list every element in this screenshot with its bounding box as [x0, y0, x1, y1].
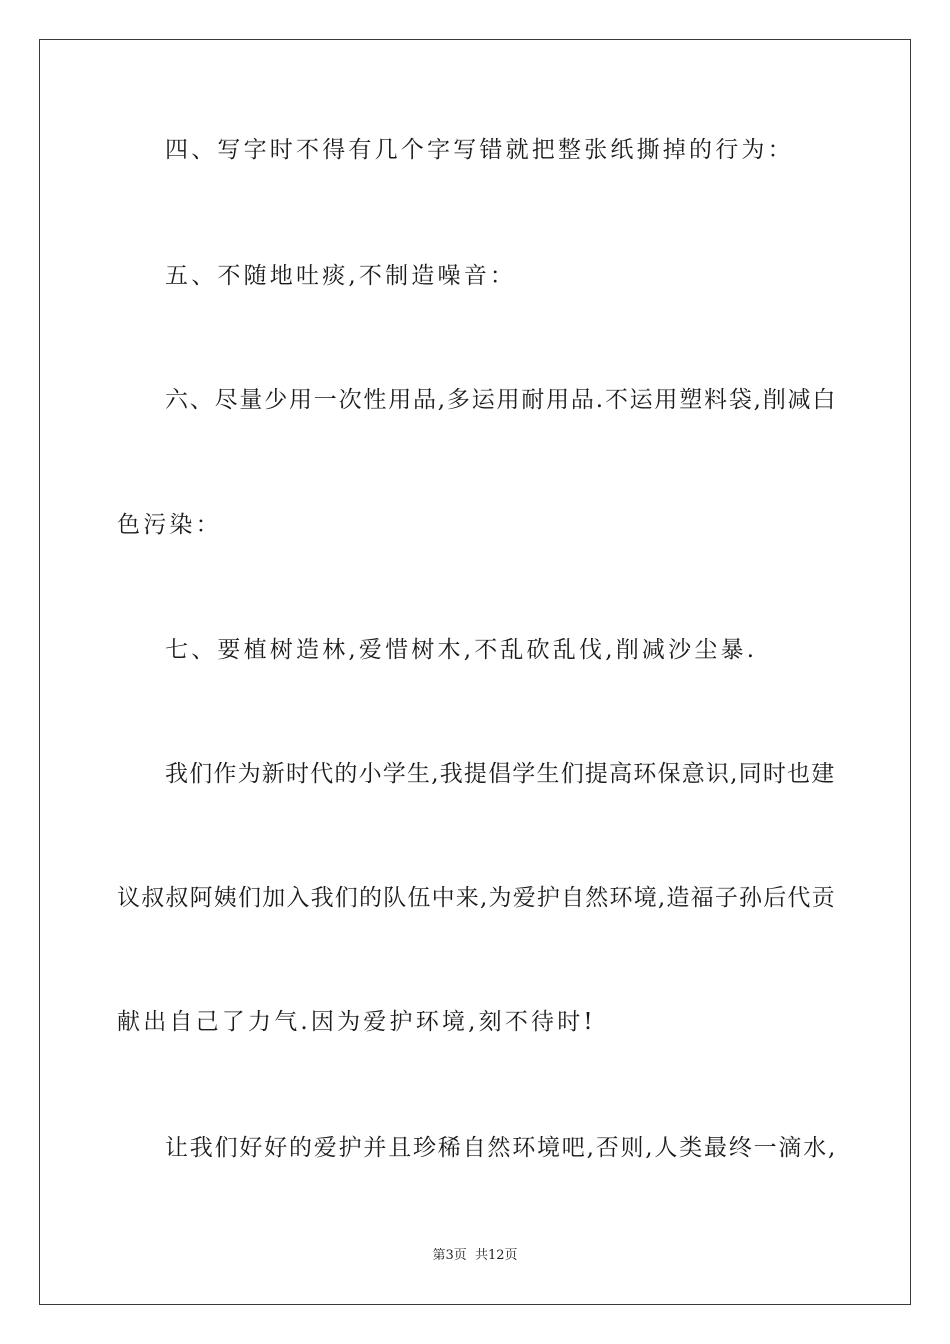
paragraph-line: 四、写字时不得有几个字写错就把整张纸撕掉的行为：	[165, 137, 794, 163]
page-border	[39, 39, 911, 1305]
paragraph-line: 五、不随地吐痰,不制造噪音：	[165, 263, 517, 289]
paragraph-line: 七、要植树造林,爱惜树木,不乱砍乱伐,削减沙尘暴.	[165, 637, 758, 663]
paragraph-line: 让我们好好的爱护并且珍稀自然环境吧,否则,人类最终一滴水,	[165, 1135, 838, 1161]
paragraph-line: 献出自己了力气.因为爱护环境,刻不待时!	[117, 1009, 596, 1035]
paragraph-line: 我们作为新时代的小学生,我提倡学生们提高环保意识,同时也建	[165, 761, 836, 787]
page-number-footer: 第3页 共12页	[432, 1248, 518, 1263]
paragraph-line: 议叔叔阿姨们加入我们的队伍中来,为爱护自然环境,造福子孙后代贡	[117, 885, 836, 911]
paragraph-line: 六、尽量少用一次性用品,多运用耐用品.不运用塑料袋,削减白	[165, 387, 838, 413]
paragraph-line: 色污染：	[117, 512, 222, 538]
